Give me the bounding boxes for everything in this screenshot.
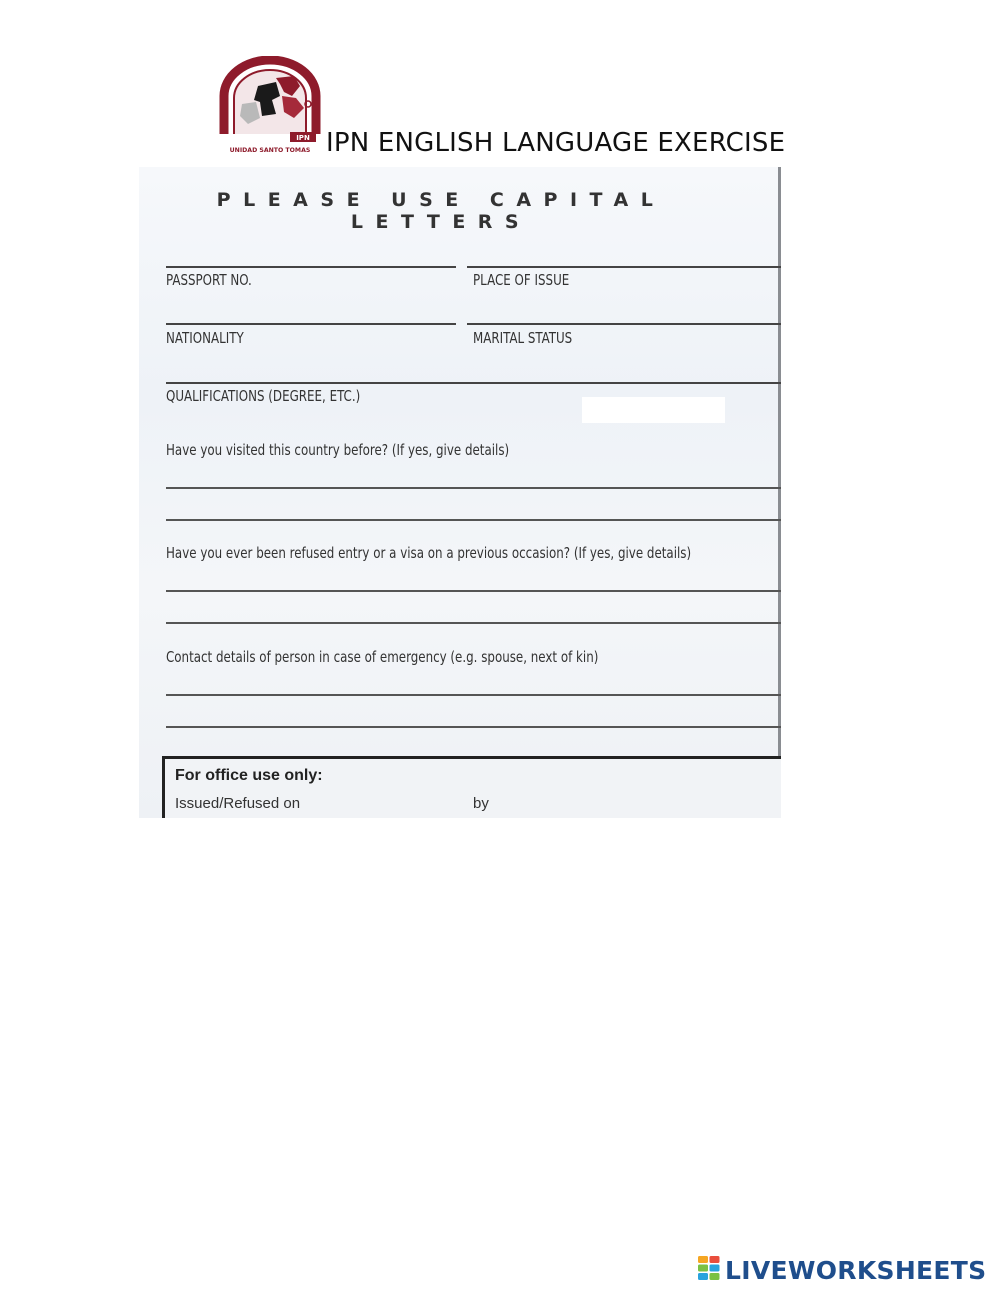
form-border — [778, 167, 781, 818]
ipn-school-logo-icon — [218, 56, 322, 156]
visited-question: Have you visited this country before? (If yes, give details) — [166, 441, 510, 459]
nationality-line[interactable] — [166, 323, 456, 325]
office-use-title: For office use only: — [175, 767, 323, 784]
capital-letters-instruction: PLEASE USE CAPITAL LETTERS — [216, 189, 666, 233]
refused-answer-line-1[interactable] — [166, 590, 781, 592]
refused-answer-line-2[interactable] — [166, 622, 781, 624]
by-label: by — [473, 795, 489, 812]
passport-label: PASSPORT NO. — [166, 271, 252, 289]
page-title: IPN ENGLISH LANGUAGE EXERCISE — [326, 128, 786, 158]
nationality-label: NATIONALITY — [166, 329, 244, 347]
place-of-issue-label: PLACE OF ISSUE — [473, 271, 570, 289]
liveworksheets-logo-icon — [697, 1255, 721, 1286]
marital-status-line[interactable] — [467, 323, 781, 325]
visa-application-form — [139, 167, 781, 818]
issued-refused-label: Issued/Refused on — [175, 795, 301, 812]
brand-name: LIVEWORKSHEETS — [725, 1255, 987, 1285]
svg-text:UNIDAD SANTO TOMAS: UNIDAD SANTO TOMAS — [229, 147, 311, 154]
office-use-box — [162, 756, 781, 818]
qualifications-label: QUALIFICATIONS (DEGREE, ETC.) — [166, 387, 361, 405]
place-of-issue-line[interactable] — [467, 266, 781, 268]
svg-text:IPN: IPN — [296, 134, 310, 142]
visited-answer-line-2[interactable] — [166, 519, 781, 521]
marital-status-label: MARITAL STATUS — [473, 329, 573, 347]
emergency-answer-line-1[interactable] — [166, 694, 781, 696]
refused-question: Have you ever been refused entry or a visa on a previous occasion? (If yes, give details) — [166, 544, 692, 562]
emergency-question: Contact details of person in case of emergency (e.g. spouse, next of kin) — [166, 648, 599, 666]
visited-answer-line-1[interactable] — [166, 487, 781, 489]
liveworksheets-brand — [697, 1254, 986, 1286]
blank-patch — [582, 397, 725, 423]
passport-line[interactable] — [166, 266, 456, 268]
qualifications-line[interactable] — [166, 382, 781, 384]
emergency-answer-line-2[interactable] — [166, 726, 781, 728]
